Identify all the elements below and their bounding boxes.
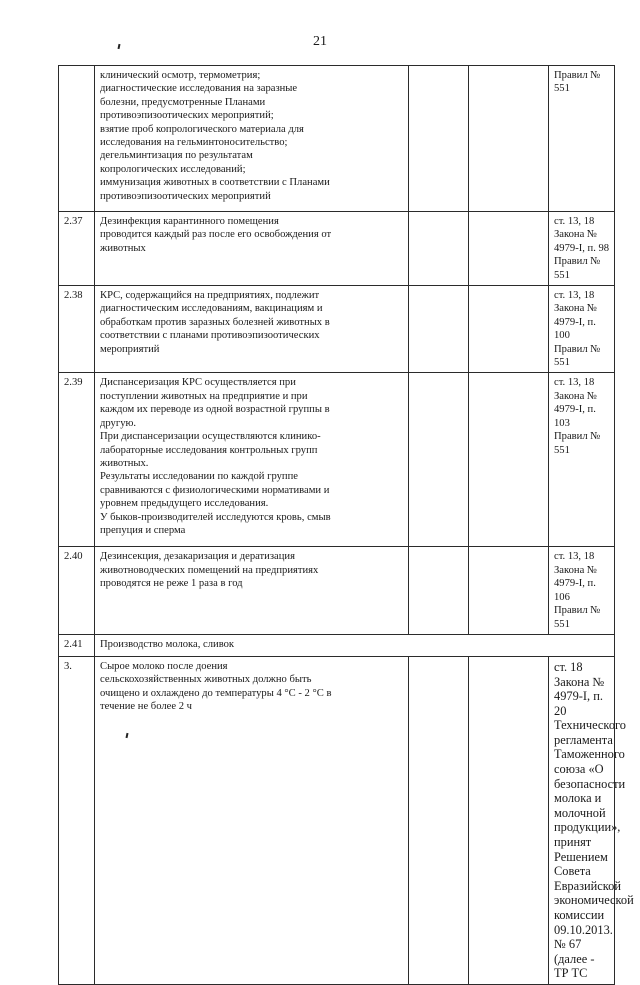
row-number xyxy=(59,66,95,212)
row-number: 2.38 xyxy=(59,286,95,373)
requirement-text: Сырое молоко после доения сельскохозяйственных животных должно быть очищено и охлаждено до температуры 4 °С - 2 °С в течение не более 2 ч xyxy=(95,656,409,984)
table-row xyxy=(59,66,615,212)
requirement-text: клинический осмотр, термометрия; диагностические исследования на заразные болезни, предусмотренные Планами противоэпизоотических мероприятий; взятие проб копрологического материала для исследования на гельминтоносительство; дегельминтизация по результатам копрологических исследований; иммунизация животных в соответствии с Планами противоэпизоотических мероприятий xyxy=(95,66,409,212)
legal-reference: ст. 13, 18 Закона № 4979-I, п. 98 Правил № 551 xyxy=(549,212,615,286)
empty-cell xyxy=(469,547,549,634)
empty-cell xyxy=(469,286,549,373)
table-row xyxy=(59,656,615,984)
legal-reference: ст. 13, 18 Закона № 4979-I, п. 100 Правил № 551 xyxy=(549,286,615,373)
empty-cell xyxy=(409,286,469,373)
legal-reference: ст. 13, 18 Закона № 4979-I, п. 103 Правил № 551 xyxy=(549,373,615,547)
legal-reference: Правил № 551 xyxy=(549,66,615,212)
empty-cell xyxy=(469,212,549,286)
row-number: 2.39 xyxy=(59,373,95,547)
row-number: 2.41 xyxy=(59,634,95,656)
requirements-table xyxy=(58,65,634,985)
empty-cell xyxy=(469,373,549,547)
empty-cell xyxy=(469,66,549,212)
page-number: 21 xyxy=(313,34,327,49)
section-heading: Производство молока, сливок xyxy=(95,634,615,656)
legal-reference: ст. 13, 18 Закона № 4979-I, п. 106 Правил № 551 xyxy=(549,547,615,634)
empty-cell xyxy=(409,66,469,212)
empty-cell xyxy=(409,656,469,984)
empty-cell xyxy=(409,212,469,286)
table-row xyxy=(59,634,615,656)
empty-cell xyxy=(409,547,469,634)
row-number: 3. xyxy=(59,656,95,984)
empty-cell xyxy=(469,656,549,984)
legal-reference: ст. 18 Закона № 4979-I, п. 20 Технического регламента Таможенного союза «О безопасности молока и молочной продукции», принят Решением Совета Евразийской экономической комиссии 09.10.2013. № 67 (далее - ТР ТС xyxy=(549,656,615,984)
row-number: 2.40 xyxy=(59,547,95,634)
requirement-text: КРС, содержащийся на предприятиях, подлежит диагностическим исследованиям, вакцинациям и обработкам против заразных болезней животных в соответствии с планами противоэпизоотических мероприятий xyxy=(95,286,409,373)
row-number: 2.37 xyxy=(59,212,95,286)
empty-cell xyxy=(409,373,469,547)
table-row xyxy=(59,547,615,634)
table-row xyxy=(59,373,615,547)
table-row xyxy=(59,286,615,373)
table-row xyxy=(59,212,615,286)
requirement-text: Дезинфекция карантинного помещения проводится каждый раз после его освобождения от животных xyxy=(95,212,409,286)
requirement-text: Диспансеризация КРС осуществляется при поступлении животных на предприятие и при каждом их переводе из одной возрастной группы в другую. При диспансеризации осуществляются клинико- лабораторные исследования контрольных групп животных. Результаты исследовании по каждой группе сравниваются с физиологическими нормативами и уровнем предыдущего исследования. У быков-производителей исследуются кровь, смыв препуция и сперма xyxy=(95,373,409,547)
requirement-text: Дезинсекция, дезакаризация и дератизация животноводческих помещений на предприятиях проводятся не реже 1 раза в год xyxy=(95,547,409,634)
